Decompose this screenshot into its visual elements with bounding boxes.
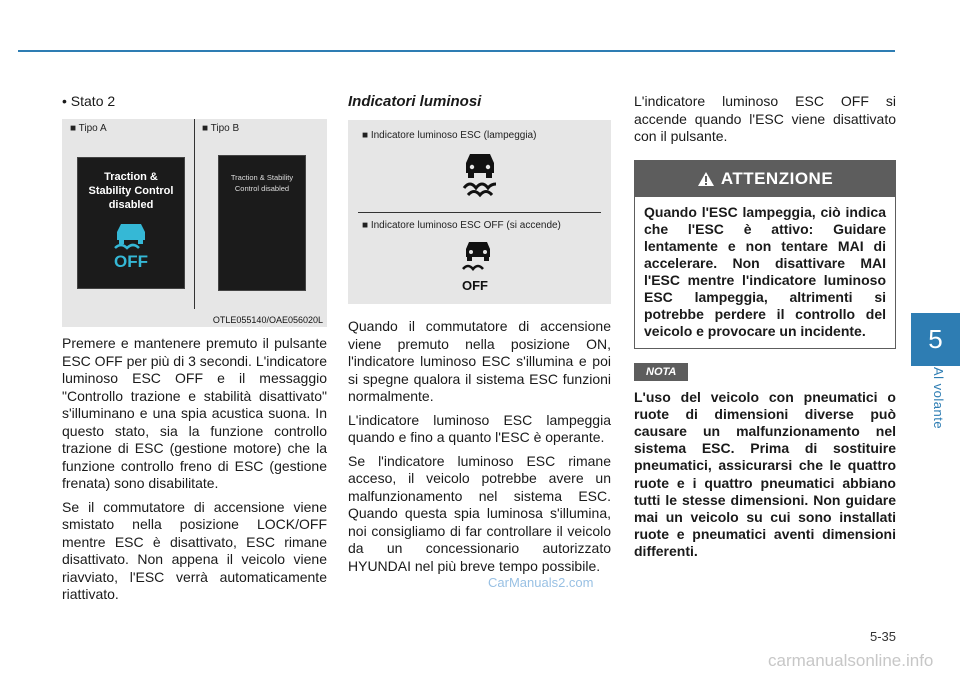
cluster-screen-type-b bbox=[218, 155, 306, 291]
indicator-description-3: Se l'indicatore luminoso ESC rimane acceso, il veicolo potrebbe avere un malfunzionamento nel sistema ESC. Quando questa spia luminosa s'illumina, noi consigliamo di far controllare il veicolo da un concessionario autorizzato HYUNDAI nel più breve tempo possibile. bbox=[348, 452, 611, 574]
cluster-screen-type-a bbox=[77, 157, 185, 289]
indicator-label-flashing: ■ Indicatore luminoso ESC (lampeggia) bbox=[362, 130, 537, 141]
screen-b-message-line1: Traction & Stability bbox=[230, 173, 294, 182]
screen-a-off-label: OFF bbox=[114, 252, 148, 271]
page-number: 5-35 bbox=[869, 629, 896, 644]
esc-display-figure bbox=[62, 119, 327, 327]
attention-box bbox=[634, 160, 896, 349]
esc-indicator-icon bbox=[458, 148, 502, 198]
screen-a-message: Traction & Stability Control disabled bbox=[88, 171, 174, 211]
esc-off-indicator-description: L'indicatore luminoso ESC OFF si accende quando l'ESC viene disattivato con il pulsante. bbox=[634, 93, 896, 144]
chapter-tab[interactable] bbox=[911, 313, 960, 366]
column-left bbox=[62, 93, 327, 610]
column-right bbox=[634, 93, 896, 567]
chapter-title: Al volante bbox=[931, 367, 946, 430]
figure-label-type-b: ■ Tipo B bbox=[202, 123, 240, 134]
lock-off-description: Se il commutatore di accensione viene smistato nella posizione LOCK/OFF mentre ESC è disattivato, ESC rimane disattivato. Non appena il veicolo viene riavviato, l'ESC verrà automaticamente riattivato. bbox=[62, 498, 327, 602]
watermark: carmanualsonline.info bbox=[768, 651, 934, 670]
figure-code: OTLE055140/OAE056020L bbox=[212, 315, 323, 325]
indicator-off-text: OFF bbox=[462, 278, 488, 293]
indicator-description-2: L'indicatore luminoso ESC lampeggia quando e fino a quanto l'ESC è operante. bbox=[348, 411, 611, 445]
section-heading: Indicatori luminosi bbox=[348, 93, 482, 110]
indicator-divider bbox=[358, 212, 601, 213]
column-middle bbox=[348, 93, 611, 581]
chapter-number: 5 bbox=[928, 324, 943, 354]
attention-header bbox=[635, 161, 895, 197]
screen-b-message-line2: Control disabled bbox=[234, 184, 290, 193]
figure-label-type-a: ■ Tipo A bbox=[70, 123, 107, 134]
attention-title: ATTENZIONE bbox=[720, 168, 834, 188]
esc-off-icon bbox=[109, 220, 153, 250]
state-bullet: • Stato 2 bbox=[62, 93, 116, 109]
indicator-description-1: Quando il commutatore di accensione viene premuto nella posizione ON, l'indicatore luminoso ESC s'illumina e poi si spegne qualora il sistema ESC funzioni normalmente. bbox=[348, 318, 611, 404]
header-rule bbox=[18, 50, 895, 52]
attention-text: Quando l'ESC lampeggia, ciò indica che l'ESC è attivo: Guidare lentamente e non tentare MAI di accelerare. Non disattivare MAI l'ESC mentre l'indicatore luminoso ESC lampeggia, altrimenti si potrebbe perdere il controllo del veicolo e provocare un incidente. bbox=[644, 203, 886, 339]
nota-label: NOTA bbox=[634, 363, 688, 381]
warning-triangle-icon bbox=[697, 171, 715, 187]
esc-off-indicator-icon bbox=[458, 238, 498, 278]
indicator-figure bbox=[348, 120, 611, 304]
state2-description: Premere e mantenere premuto il pulsante ESC OFF per più di 3 secondi. L'indicatore luminoso ESC OFF e il messaggio "Controllo trazione e stabilità disattivato" s'illuminano e una spia acustica suona. In questo stato, sia la funzione controllo trazione di ESC (gestione motore) che la funzione controllo freno di ESC (gestione frenata) sono disabilitate. bbox=[62, 335, 327, 491]
watermark-carmanuals2: CarManuals2.com bbox=[488, 575, 594, 590]
nota-text: L'uso del veicolo con pneumatici o ruote di dimensioni diverse può causare un malfunzionamento nel sistema ESC. Prima di sostituire pneumatici, assicurarsi che le quattro ruote e i quattro pneumatici abbiano tutti le stesse dimensioni. Non guidare mai un veicolo su cui sono installati ruote e pneumatici aventi dimensioni differenti. bbox=[634, 388, 896, 560]
figure-divider bbox=[194, 119, 195, 309]
indicator-label-off: ■ Indicatore luminoso ESC OFF (si accende) bbox=[362, 220, 561, 231]
